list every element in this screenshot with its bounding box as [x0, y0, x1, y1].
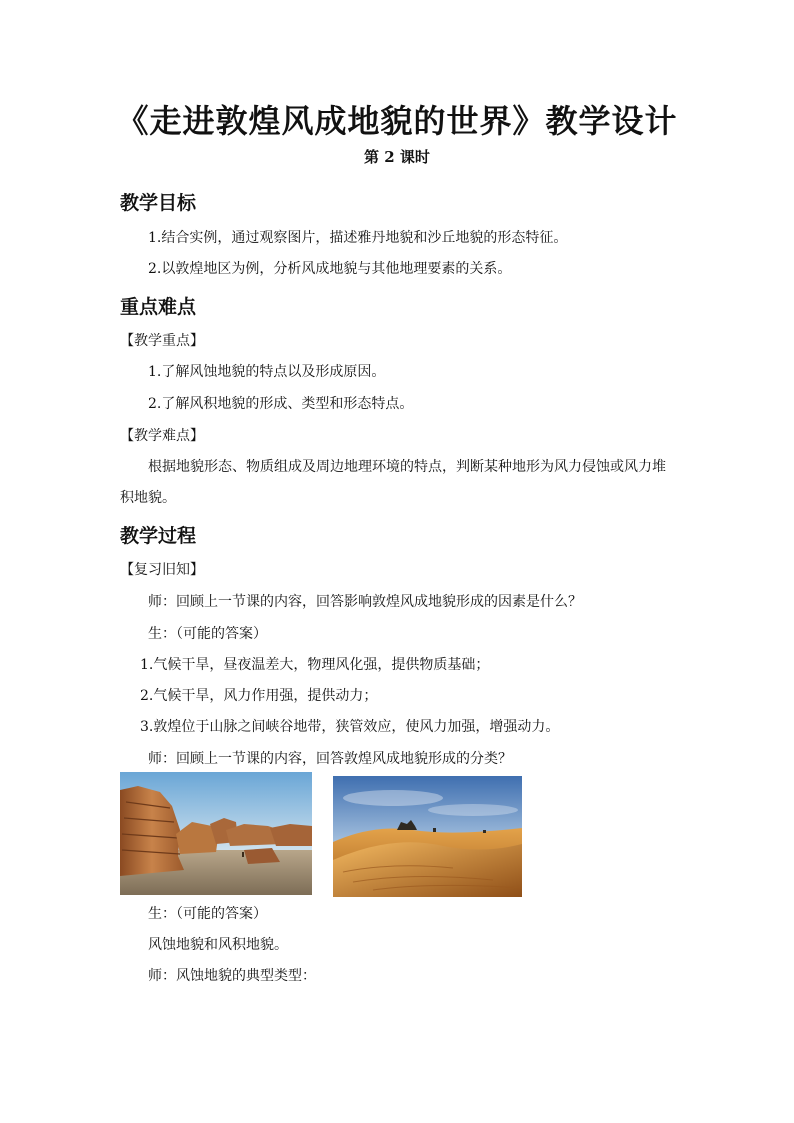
sand-dune-landform-photo: [333, 776, 522, 897]
process-line-3: 1.气候干旱，昼夜温差大，物理风化强，提供物质基础；: [140, 657, 490, 673]
label-review: 【复习旧知】: [120, 562, 204, 578]
goal-item-1: 1.结合实例，通过观察图片，描述雅丹地貌和沙丘地貌的形态特征。: [148, 230, 568, 246]
label-teaching-difficulty: 【教学难点】: [120, 428, 204, 444]
process-line-7: 生：（可能的答案）: [148, 906, 267, 922]
heading-teaching-goals: 教学目标: [120, 192, 197, 214]
process-line-1: 师：回顾上一节课的内容，回答影响敦煌风成地貌形成的因素是什么？: [148, 594, 582, 610]
focus-item-1: 1.了解风蚀地貌的特点以及形成原因。: [148, 364, 386, 380]
process-line-6: 师：回顾上一节课的内容，回答敦煌风成地貌形成的分类？: [148, 751, 512, 767]
document-title: 《走进敦煌风成地貌的世界》教学设计: [116, 102, 678, 140]
goal-item-2: 2.以敦煌地区为例，分析风成地貌与其他地理要素的关系。: [148, 261, 512, 277]
process-line-2: 生：（可能的答案）: [148, 626, 267, 642]
process-line-4: 2.气候干旱，风力作用强，提供动力；: [140, 688, 378, 704]
document-subtitle: 第 2 课时: [364, 148, 430, 166]
difficulty-line-1: 根据地貌形态、物质组成及周边地理环境的特点，判断某种地形为风力侵蚀或风力堆: [148, 459, 666, 475]
process-line-9: 师：风蚀地貌的典型类型：: [148, 968, 316, 984]
difficulty-line-2: 积地貌。: [120, 490, 176, 506]
focus-item-2: 2.了解风积地貌的形成、类型和形态特点。: [148, 396, 414, 412]
heading-teaching-process: 教学过程: [120, 525, 197, 547]
heading-key-difficult-points: 重点难点: [120, 296, 197, 318]
label-teaching-focus: 【教学重点】: [120, 333, 204, 349]
process-line-8: 风蚀地貌和风积地貌。: [148, 937, 288, 953]
yardang-landform-photo: [120, 772, 312, 895]
process-line-5: 3.敦煌位于山脉之间峡谷地带，狭管效应，使风力加强，增强动力。: [140, 719, 560, 735]
